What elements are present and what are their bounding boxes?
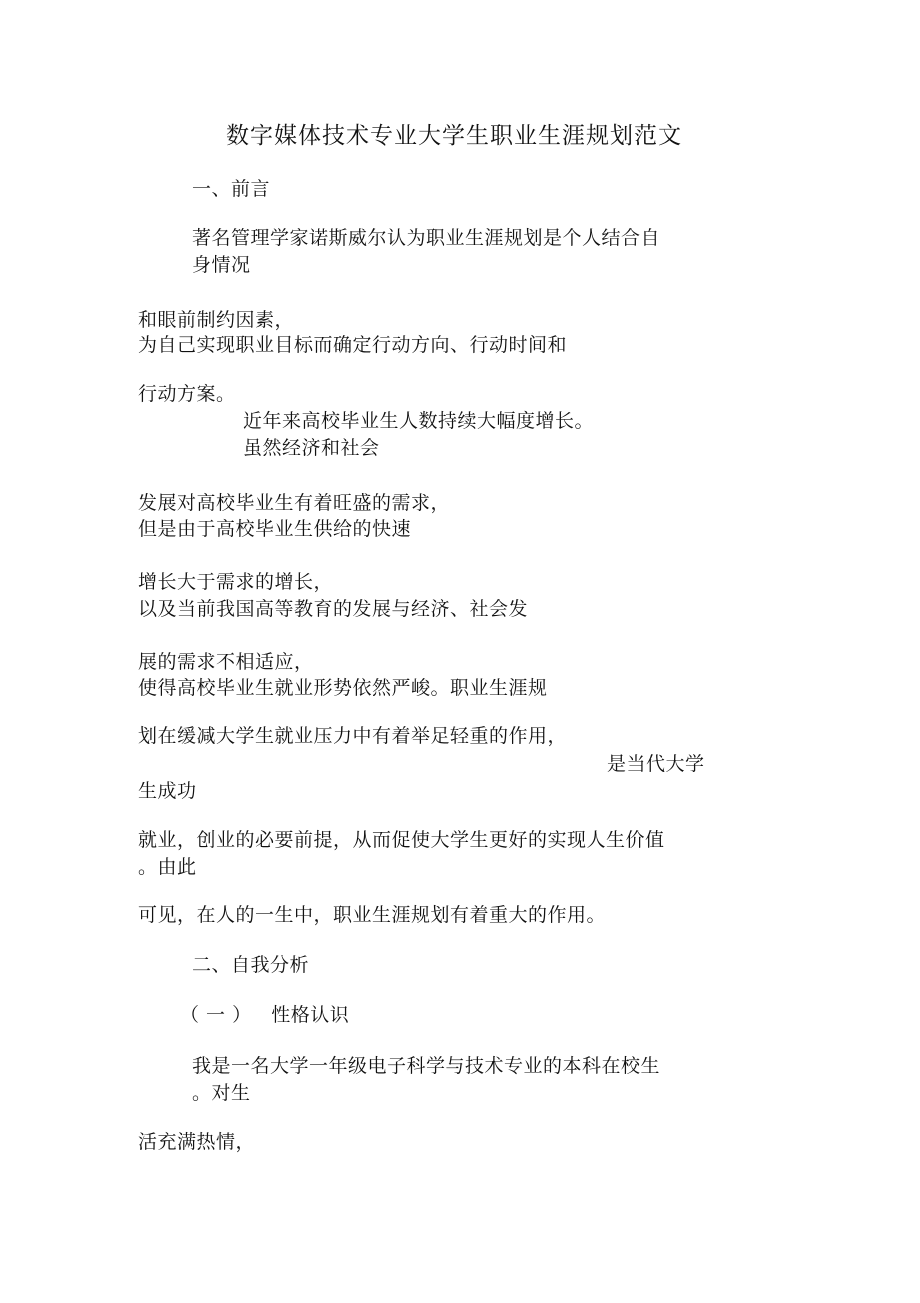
paragraph-line: 。由此: [138, 856, 197, 878]
paragraph-line: 发展对高校毕业生有着旺盛的需求，: [138, 492, 451, 514]
paragraph-line: 近年来高校毕业生人数持续大幅度增长。: [243, 410, 595, 432]
section-heading-self-analysis: 二、自我分析: [192, 954, 310, 976]
subsection-heading-personality: （ 一 ） 性格认识: [180, 1004, 350, 1026]
paragraph-line: 展的需求不相适应，: [138, 651, 314, 673]
paragraph-line: 划在缓减大学生就业压力中有着举足轻重的作用，: [138, 725, 568, 747]
paragraph-line: 身情况: [192, 254, 251, 276]
paragraph-line: 著名管理学家诺斯威尔认为职业生涯规划是个人结合自: [192, 227, 661, 249]
paragraph-line: 以及当前我国高等教育的发展与经济、社会发: [138, 598, 529, 620]
paragraph-line: 和眼前制约因素，: [138, 309, 295, 331]
paragraph-line: 使得高校毕业生就业形势依然严峻。职业生涯规: [138, 677, 548, 699]
paragraph-line: 可见，在人的一生中，职业生涯规划有着重大的作用。: [138, 904, 607, 926]
paragraph-line: 生成功: [138, 780, 197, 802]
paragraph-line: 我是一名大学一年级电子科学与技术专业的本科在校生: [192, 1055, 661, 1077]
paragraph-line: 为自己实现职业目标而确定行动方向、行动时间和: [138, 334, 568, 356]
section-heading-preface: 一、前言: [192, 178, 271, 200]
paragraph-line: 活充满热情，: [138, 1131, 256, 1153]
paragraph-line: 虽然经济和社会: [243, 437, 380, 459]
paragraph-line: 。对生: [192, 1082, 251, 1104]
paragraph-line: 行动方案。: [138, 383, 236, 405]
document-title: 数字媒体技术专业大学生职业生涯规划范文: [226, 123, 682, 149]
paragraph-line: 就业，创业的必要前提，从而促使大学生更好的实现人生价值: [138, 829, 665, 851]
paragraph-line: 但是由于高校毕业生供给的快速: [138, 518, 412, 540]
paragraph-line: 增长大于需求的增长，: [138, 571, 334, 593]
paragraph-line: 是当代大学: [607, 753, 705, 775]
